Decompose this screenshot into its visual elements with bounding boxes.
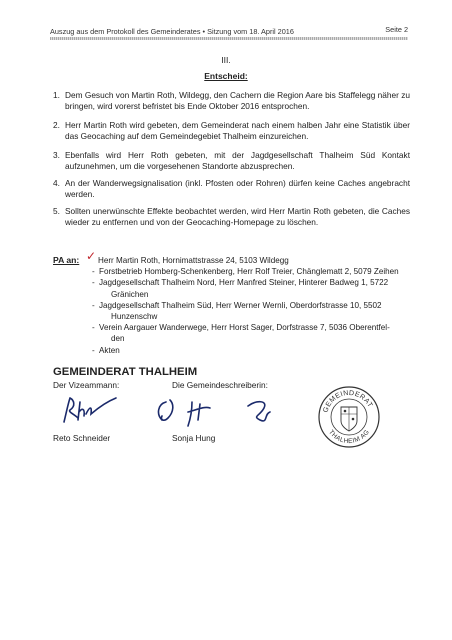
item-number: 2. [53,120,60,130]
council-name: GEMEINDERAT THALHEIM [53,366,198,378]
section-number: III. [221,55,231,65]
distribution-recipient [92,255,410,266]
recipient-text: Herr Martin Roth, Hornimattstrasse 24, 5103 Wildegg [98,256,289,265]
distribution-recipient: - Jagdgesellschaft Thalheim Nord, Herr Manfred Steiner, Hinterer Badweg 1, 5722 Gränichen [92,277,410,299]
municipal-seal [317,385,381,449]
recipient-text: Forstbetrieb Homberg-Schenkenberg, Herr Rolf Treier, Chänglematt 2, 5079 Zeihen [99,267,399,277]
role-clerk: Die Gemeindeschreiberin: [172,380,268,390]
item-number: 1. [53,90,60,100]
item-text: Herr Martin Roth wird gebeten, dem Gemeinderat nach einem halben Jahr eine Statistik über das Geocaching auf dem Gemeindegebiet Thalheim einzureichen. [65,120,410,141]
distribution-label: PA an: [53,255,80,265]
recipient-text: Akten [99,345,120,355]
recipient-text-cont: den [111,334,125,344]
distribution-recipient: - Akten [92,345,410,356]
item-text: Ebenfalls wird Herr Roth gebeten, mit der Jagdgesellschaft Thalheim Süd Kontakt aufzunehmen, um die vorgesehenen Standorte abzusprechen. [65,150,410,171]
item-text: Sollten unerwünschte Effekte beobachtet werden, wird Herr Martin Roth gebeten, die Caches wieder zu entfernen und von der Geocaching-Homepage zu löschen. [65,206,410,227]
item-text: Dem Gesuch von Martin Roth, Wildegg, den Cachern die Region Aare bis Staffelegg näher zu bringen, wird vorerst befristet bis Ende Oktober 2016 entsprochen. [65,90,410,111]
recipient-text: Verein Aargauer Wanderwege, Herr Horst Sager, Dorfstrasse 7, 5036 Oberentfel- [99,323,390,333]
distribution-recipient: - Verein Aargauer Wanderwege, Herr Horst Sager, Dorfstrasse 7, 5036 Oberentfel- den [92,322,410,344]
item-number: 4. [53,178,60,188]
header-title: Auszug aus dem Protokoll des Gemeinderates • Sitzung vom 18. April 2016 [50,27,294,36]
signatory-name-left: Reto Schneider [53,433,111,443]
section-heading: Entscheid: [204,71,248,81]
distribution-recipient: - Forstbetrieb Homberg-Schenkenberg, Herr Rolf Treier, Chänglematt 2, 5079 Zeihen [92,266,410,277]
signature-vice-mayor [58,392,120,426]
distribution-recipient: - Jagdgesellschaft Thalheim Süd, Herr Werner Wernli, Oberdorfstrasse 10, 5502 Hunzenschw [92,300,410,322]
checkmark-icon: ✓ [86,249,97,263]
recipient-text-cont: Gränichen [111,289,149,299]
decision-item [53,90,410,111]
item-text: An der Wanderwegsignalisation (inkl. Pfosten oder Rohren) dürfen keine Caches angebracht werden. [65,178,410,199]
decision-item [53,206,410,227]
decision-item [53,150,410,171]
recipient-text: Jagdgesellschaft Thalheim Süd, Herr Werner Wernli, Oberdorfstrasse 10, 5502 [99,300,382,310]
signatory-name-right: Sonja Hung [172,433,216,443]
recipient-text-cont: Hunzenschw [111,312,158,322]
distribution-list [92,255,410,356]
role-vice-mayor: Der Vizeammann: [53,380,120,390]
decision-item [53,120,410,141]
svg-text:THALHEIM AG: THALHEIM AG [327,428,372,446]
header-rule [50,37,408,40]
item-number: 3. [53,150,60,160]
item-number: 5. [53,206,60,216]
decision-item [53,178,410,199]
signature-clerk [152,394,300,430]
recipient-text: Jagdgesellschaft Thalheim Nord, Herr Manfred Steiner, Hinterer Badweg 1, 5722 [99,278,389,288]
svg-text:GEMEINDERAT: GEMEINDERAT [322,389,374,414]
page-number: Seite 2 [385,25,408,34]
